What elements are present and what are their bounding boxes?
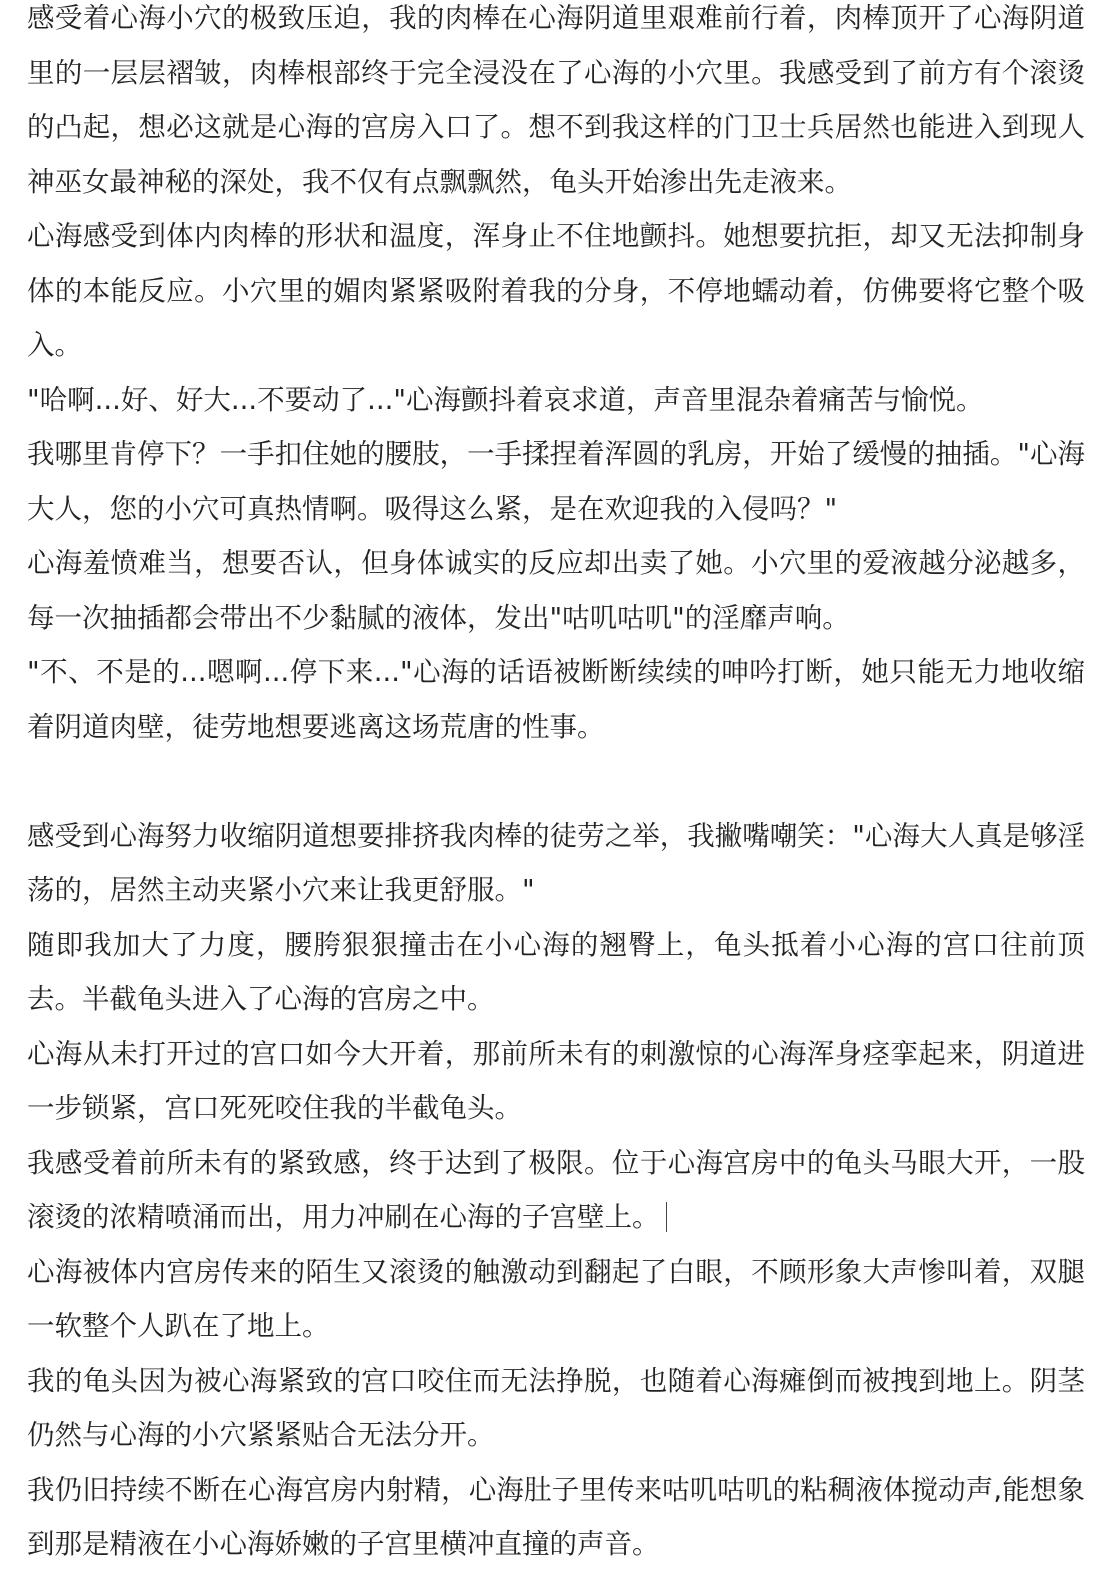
paragraph: 我仍旧持续不断在心海宫房内射精，心海肚子里传来咕叽咕叽的粘稠液体搅动声,能想象到那是精液在小心海娇嫩的子宫里横冲直撞的声音。 — [27, 1473, 1085, 1560]
paragraph: 心海从未打开过的宫口如今大开着，那前所未有的刺激惊的心海浑身痉挛起来，阴道进一步锁紧，宫口死死咬住我的半截龟头。 — [27, 1037, 1085, 1124]
paragraph: 感受着心海小穴的极致压迫，我的肉棒在心海阴道里艰难前行着，肉棒顶开了心海阴道里的一层层褶皱，肉棒根部终于完全浸没在了心海的小穴里。我感受到了前方有个滚烫的凸起，想必这就是心海的宫房入口了。想不到我这样的门卫士兵居然也能进入到现人神巫女最神秘的深处，我不仅有点飘飘然，龟头开始渗出先走液来。 — [27, 2, 1085, 198]
document-body — [27, 0, 1085, 1572]
paragraph: "哈啊...好、好大...不要动了..."心海颤抖着哀求道，声音里混杂着痛苦与愉悦。 — [27, 383, 984, 416]
paragraph: 心海感受到体内肉棒的形状和温度，浑身止不住地颤抖。她想要抗拒，却又无法抑制身体的本能反应。小穴里的媚肉紧紧吸附着我的分身，不停地蠕动着，仿佛要将它整个吸入。 — [27, 220, 1085, 361]
paragraph: 随即我加大了力度，腰胯狠狠撞击在小心海的翘臀上，龟头抵着小心海的宫口往前顶去。半截龟头进入了心海的宫房之中。 — [27, 928, 1085, 1015]
paragraph: 心海被体内宫房传来的陌生又滚烫的触激动到翻起了白眼，不顾形象大声惨叫着，双腿一软整个人趴在了地上。 — [27, 1255, 1085, 1342]
paragraph: 感受到心海努力收缩阴道想要排挤我肉棒的徒劳之举，我撇嘴嘲笑："心海大人真是够淫荡的，居然主动夹紧小穴来让我更舒服。" — [27, 819, 1085, 906]
paragraph: "不、不是的...嗯啊...停下来..."心海的话语被断断续续的呻吟打断，她只能无力地收缩着阴道肉壁，徒劳地想要逃离这场荒唐的性事。 — [27, 656, 1085, 743]
paragraph-text: 我感受着前所未有的紧致感，终于达到了极限。位于心海宫房中的龟头马眼大开，一股滚烫的浓精喷涌而出，用力冲刷在心海的子宫壁上。 — [27, 1146, 1085, 1233]
paragraph: 心海羞愤难当，想要否认，但身体诚实的反应却出卖了她。小穴里的爱液越分泌越多，每一次抽插都会带出不少黏腻的液体，发出"咕叽咕叽"的淫靡声响。 — [27, 547, 1085, 634]
text-cursor — [666, 1202, 668, 1232]
blank-line — [27, 754, 1085, 809]
paragraph: 我的龟头因为被心海紧致的宫口咬住而无法挣脱，也随着心海瘫倒而被拽到地上。阴茎仍然与心海的小穴紧紧贴合无法分开。 — [27, 1364, 1085, 1451]
paragraph: 我哪里肯停下？一手扣住她的腰肢，一手揉捏着浑圆的乳房，开始了缓慢的抽插。"心海大人，您的小穴可真热情啊。吸得这么紧，是在欢迎我的入侵吗？" — [27, 438, 1085, 525]
paragraph[interactable] — [27, 1136, 1085, 1245]
